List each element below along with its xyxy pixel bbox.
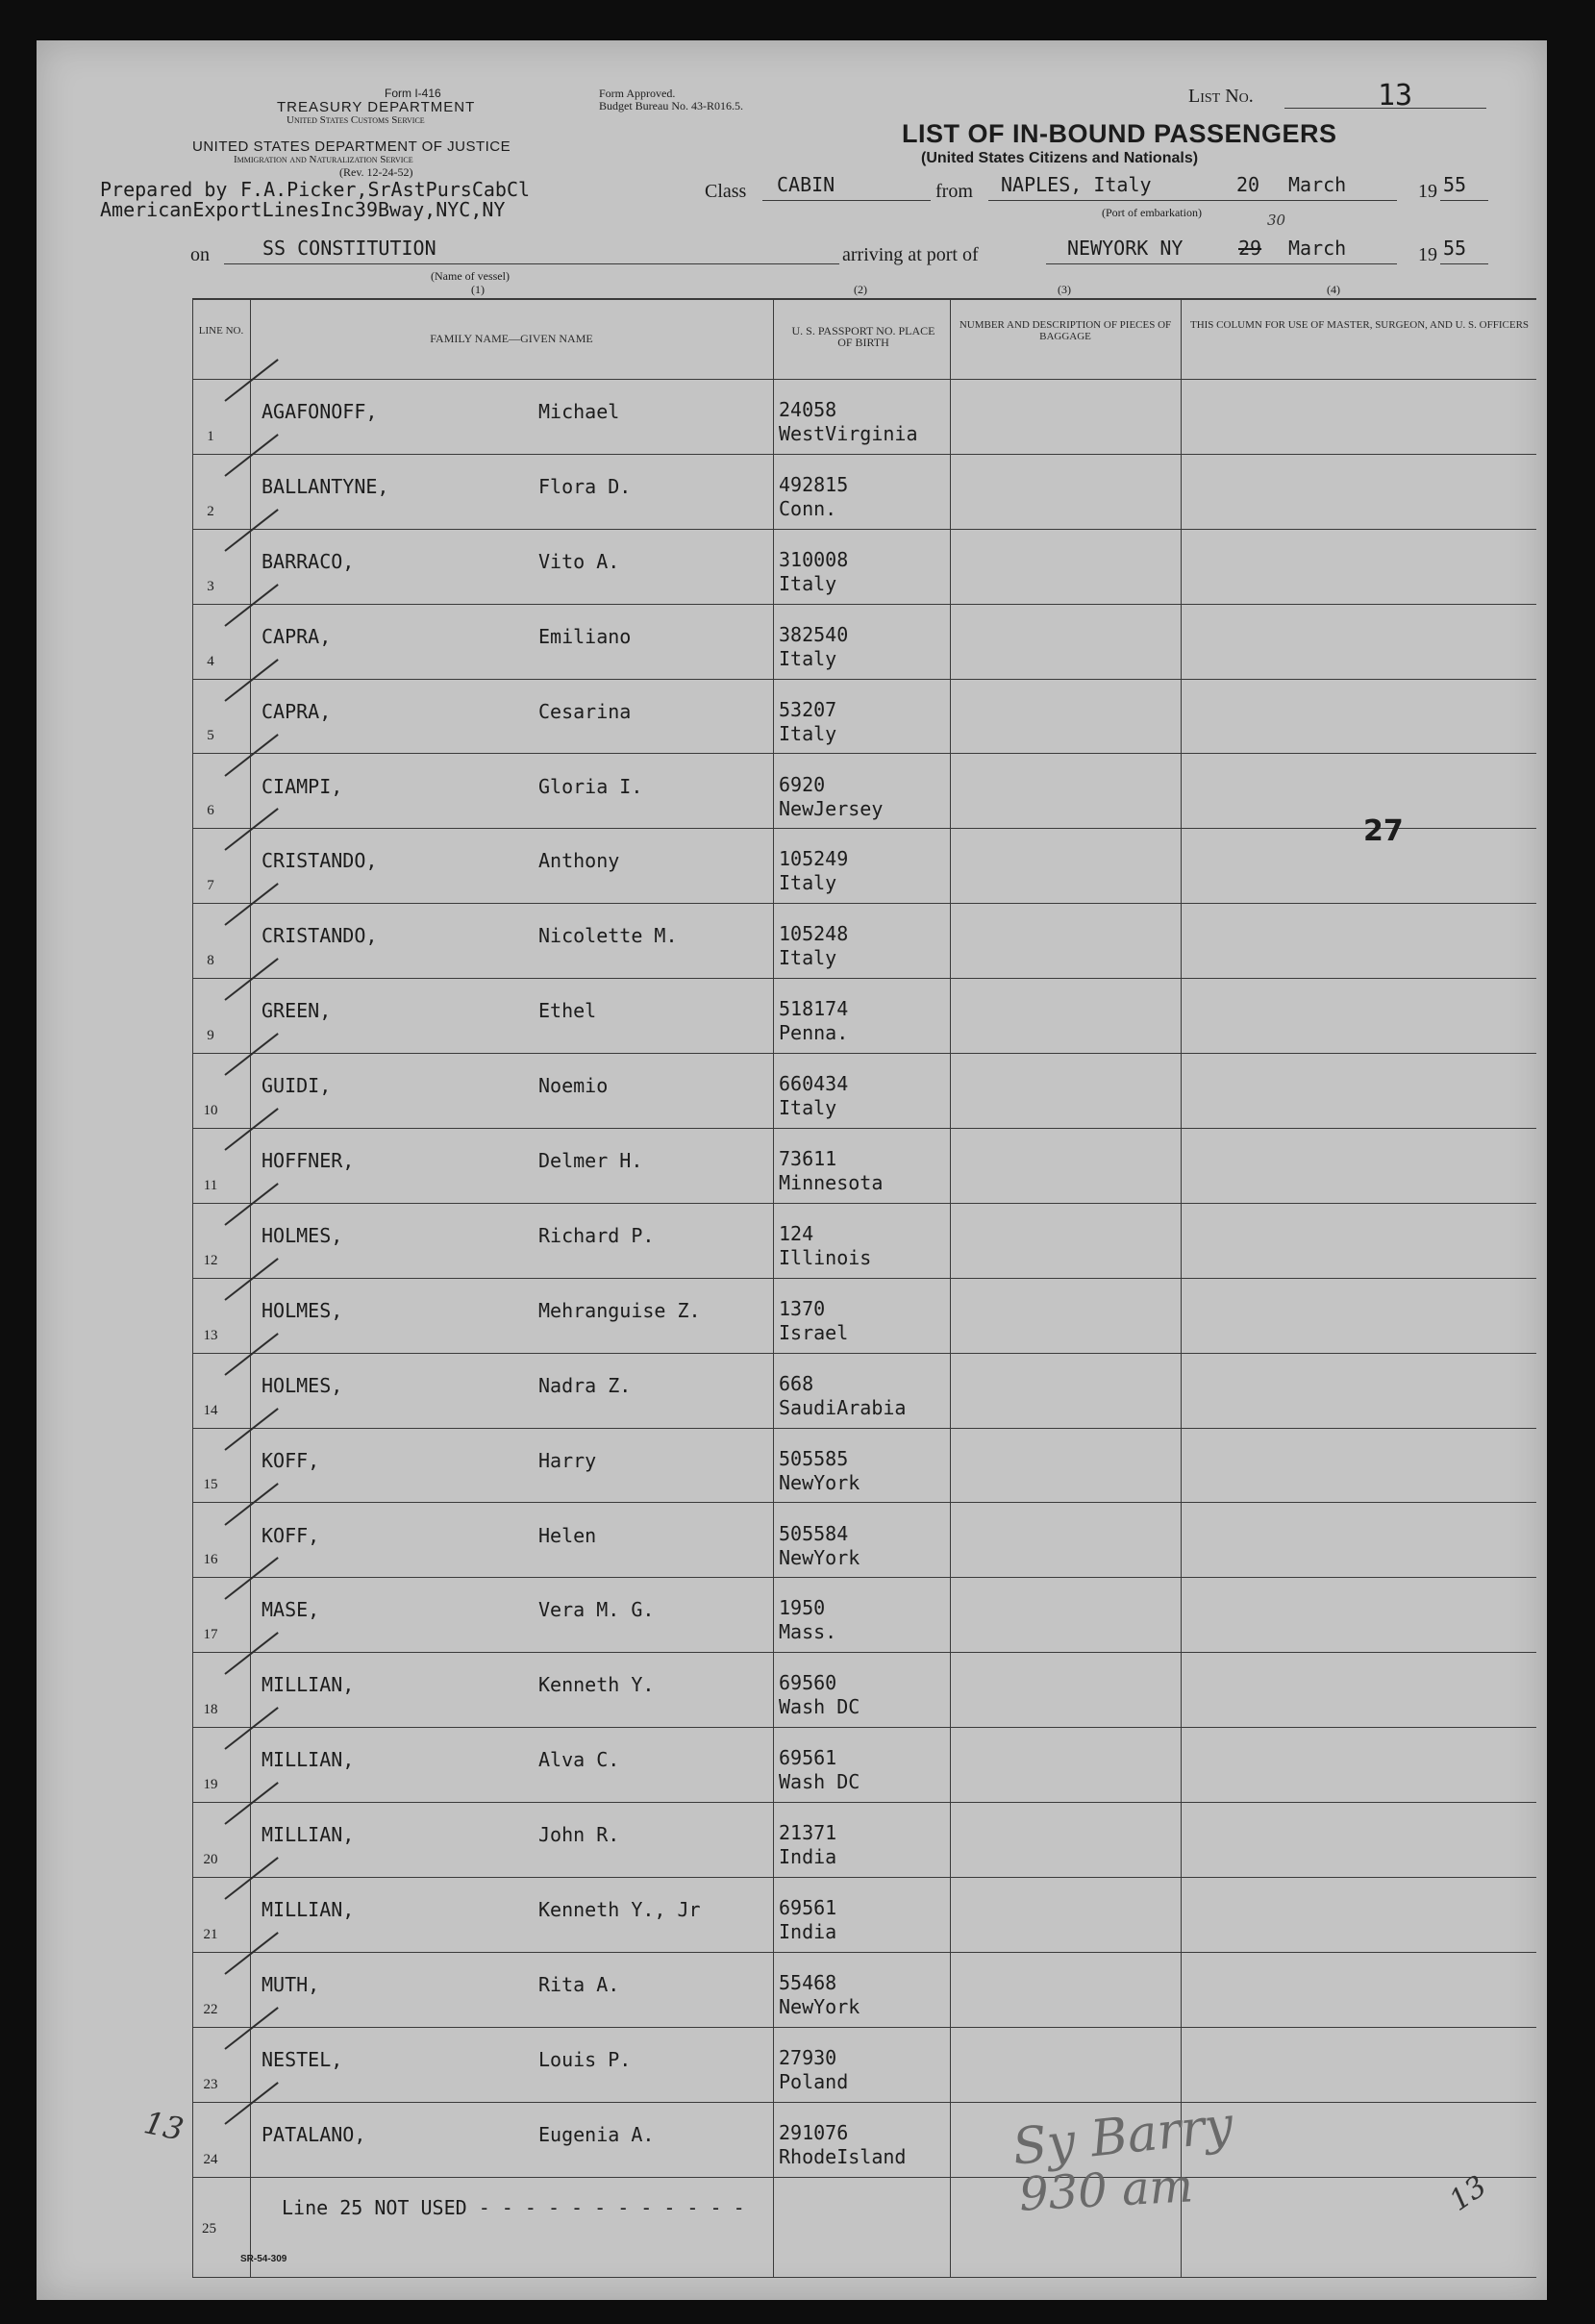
family-name: MUTH,: [262, 1972, 320, 1996]
line-number: 8: [207, 953, 214, 969]
family-name: CAPRA,: [262, 699, 332, 723]
place-of-birth: Italy: [779, 946, 837, 970]
customs-service: United States Customs Service: [287, 114, 425, 126]
line-number: 15: [203, 1477, 218, 1493]
place-of-birth: Mass.: [779, 1620, 837, 1644]
arrival-port: NEWYORK NY: [1067, 237, 1184, 260]
family-name: HOLMES,: [262, 1298, 343, 1322]
header-name: FAMILY NAME—GIVEN NAME: [430, 332, 593, 345]
family-name: AGAFONOFF,: [262, 400, 378, 423]
place-of-birth: Wash DC: [779, 1695, 860, 1719]
place-of-birth: NewYork: [779, 1470, 860, 1494]
passport-cell: [779, 922, 848, 970]
passport-number: 6920: [779, 772, 826, 796]
place-of-birth: Minnesota: [779, 1171, 884, 1194]
table-row: [192, 1353, 1536, 1429]
place-of-birth: NewYork: [779, 1994, 860, 2018]
passenger-list-page: [37, 40, 1547, 2300]
table-row: [192, 978, 1536, 1054]
header-baggage: NUMBER AND DESCRIPTION OF PIECES OF BAGGAGE: [959, 319, 1172, 342]
given-name: Nicolette M.: [538, 924, 678, 948]
family-name: MILLIAN,: [262, 1673, 355, 1697]
passport-cell: [779, 398, 918, 446]
family-name: GUIDI,: [262, 1074, 332, 1098]
table-row: [192, 1503, 1536, 1579]
place-of-birth: WestVirginia: [779, 422, 918, 445]
table-row: [192, 1652, 1536, 1728]
place-of-birth: Italy: [779, 646, 837, 670]
justice-department: UNITED STATES DEPARTMENT OF JUSTICE: [192, 138, 511, 155]
table-row: [192, 2102, 1536, 2178]
given-name: Michael: [538, 400, 620, 423]
place-of-birth: Italy: [779, 1096, 837, 1120]
form-code: SR-54-309: [240, 2254, 287, 2264]
passport-number: 21371: [779, 1821, 837, 1845]
line-number: 14: [203, 1402, 218, 1418]
passport-cell: [779, 1596, 836, 1644]
passport-cell: [779, 1896, 836, 1944]
given-name: Noemio: [538, 1074, 609, 1098]
header-officers: THIS COLUMN FOR USE OF MASTER, SURGEON, AND U. S. OFFICERS: [1189, 319, 1530, 331]
place-of-birth: Italy: [779, 871, 837, 895]
passport-number: 291076: [779, 2120, 849, 2144]
passport-number: 1950: [779, 1596, 826, 1620]
table-row: [192, 903, 1536, 979]
table-row: [192, 604, 1536, 680]
on-label: on: [190, 244, 210, 265]
vessel-name: SS CONSTITUTION: [262, 237, 436, 260]
passport-cell: [779, 997, 848, 1045]
given-name: Anthony: [538, 849, 620, 873]
passport-cell: [779, 2046, 848, 2094]
line-number: 9: [207, 1028, 214, 1044]
line-number: 13: [203, 1327, 218, 1343]
passport-cell: [779, 1147, 883, 1195]
family-name: KOFF,: [262, 1523, 320, 1547]
passport-cell: [779, 2121, 906, 2169]
family-name: HOFFNER,: [262, 1149, 355, 1172]
line-number: 17: [203, 1627, 218, 1643]
check-mark: [224, 359, 278, 402]
passport-number: 55468: [779, 1970, 837, 1994]
line-number: 7: [207, 878, 214, 894]
immigration-service: Immigration and Naturalization Service: [234, 154, 413, 165]
column-number-1: (1): [471, 283, 485, 296]
prepared-by: F.A.Picker,SrAstPursCabCl: [240, 178, 531, 201]
arrival-year: 55: [1443, 237, 1467, 260]
line-number: 3: [207, 578, 214, 594]
passport-number: 53207: [779, 697, 837, 721]
family-name: MILLIAN,: [262, 1898, 355, 1921]
list-number: 13: [1378, 79, 1413, 112]
family-name: CAPRA,: [262, 624, 332, 648]
place-of-birth: NewJersey: [779, 796, 884, 820]
officer-mark: 27: [1363, 814, 1404, 848]
from-underline: [988, 200, 1397, 201]
passport-number: 27930: [779, 2045, 837, 2069]
table-row: [192, 1877, 1536, 1953]
line-number: 12: [203, 1252, 218, 1268]
departure-month: March: [1288, 173, 1347, 196]
family-name: GREEN,: [262, 999, 332, 1023]
header-passport: U. S. PASSPORT NO. PLACE OF BIRTH: [791, 324, 935, 349]
passport-number: 105249: [779, 847, 849, 871]
line-number: 23: [203, 2076, 218, 2092]
document-subtitle: (United States Citizens and Nationals): [921, 150, 1199, 166]
arrival-time: 930 am: [1017, 2159, 1195, 2222]
passport-number: 24058: [779, 398, 837, 421]
table-row: [192, 454, 1536, 530]
arrival-year-underline: [1440, 263, 1488, 264]
departure-year-underline: [1440, 200, 1488, 201]
line-number: 18: [203, 1702, 218, 1718]
passport-number: 505585: [779, 1446, 849, 1470]
line-number: 6: [207, 803, 214, 819]
place-of-birth: Wash DC: [779, 1770, 860, 1794]
table-row: [192, 379, 1536, 455]
line-number: 16: [203, 1552, 218, 1568]
place-of-birth: Italy: [779, 571, 837, 595]
place-of-birth: Poland: [779, 2069, 849, 2093]
passport-cell: [779, 473, 848, 521]
arrival-month: March: [1288, 237, 1347, 260]
given-name: Vera M. G.: [538, 1598, 655, 1622]
form-number: Form I-416: [385, 87, 441, 100]
passport-number: 69561: [779, 1746, 837, 1770]
given-name: John R.: [538, 1823, 620, 1847]
passport-cell: [779, 847, 848, 895]
table-row: [192, 1577, 1536, 1653]
family-name: CIAMPI,: [262, 774, 343, 798]
line-number: 10: [203, 1102, 218, 1118]
document-title: LIST OF IN-BOUND PASSENGERS: [902, 119, 1337, 148]
passport-number: 660434: [779, 1072, 849, 1096]
family-name: CRISTANDO,: [262, 924, 378, 948]
table-row: [192, 1128, 1536, 1204]
line-number: 2: [207, 503, 214, 519]
prepared-by-label: Prepared by: [100, 178, 228, 201]
passport-number: 505584: [779, 1521, 849, 1545]
given-name: Gloria I.: [538, 774, 643, 798]
family-name: KOFF,: [262, 1448, 320, 1472]
place-of-birth: India: [779, 1845, 837, 1869]
given-name: Nadra Z.: [538, 1373, 632, 1397]
signature: Sy Barry: [1009, 2096, 1236, 2177]
given-name: Emiliano: [538, 624, 632, 648]
corrected-arrival-day: 30: [1267, 212, 1286, 229]
class-underline: [762, 200, 931, 201]
line-number: 1: [207, 428, 214, 444]
passport-number: 668: [779, 1371, 814, 1395]
passport-number: 69561: [779, 1896, 837, 1919]
table-row: [192, 1727, 1536, 1803]
place-of-birth: SaudiArabia: [779, 1395, 907, 1419]
table-row: [192, 1802, 1536, 1878]
table-row: [192, 828, 1536, 904]
budget-bureau: Budget Bureau No. 43-R016.5.: [599, 99, 743, 112]
place-of-birth: India: [779, 1920, 837, 1943]
given-name: Richard P.: [538, 1223, 655, 1247]
passport-number: 73611: [779, 1147, 837, 1170]
line-number: 5: [207, 728, 214, 744]
table-row: [192, 2027, 1536, 2103]
family-name: CRISTANDO,: [262, 849, 378, 873]
from-label: from: [935, 181, 973, 202]
column-number-3: (3): [1058, 283, 1071, 296]
given-name: Ethel: [538, 999, 597, 1023]
arrival-day: 29: [1238, 237, 1262, 260]
given-name: Flora D.: [538, 474, 632, 498]
table-row: [192, 754, 1536, 830]
passport-number: 124: [779, 1221, 814, 1245]
given-name: Vito A.: [538, 549, 620, 573]
class-label: Class: [705, 181, 747, 202]
passport-number: 105248: [779, 922, 849, 946]
family-name: MILLIAN,: [262, 1823, 355, 1847]
departure-day: 20: [1236, 173, 1260, 196]
given-name: Alva C.: [538, 1748, 620, 1772]
given-name: Rita A.: [538, 1972, 620, 1996]
line-number: 4: [207, 653, 214, 669]
list-no-underline: [1284, 108, 1486, 109]
table-row: [192, 1278, 1536, 1354]
departure-year: 55: [1443, 173, 1467, 196]
table-row: [192, 1428, 1536, 1504]
passport-cell: [779, 1072, 848, 1120]
family-name: MILLIAN,: [262, 1748, 355, 1772]
line-25-not-used: Line 25 NOT USED - - - - - - - - - - - -: [282, 2196, 745, 2219]
line-number: 25: [202, 2221, 216, 2237]
column-number-4: (4): [1327, 283, 1340, 296]
header-line-no: LINE NO.: [198, 325, 244, 337]
port-embarkation-note: (Port of embarkation): [1102, 206, 1202, 219]
line-number: 19: [203, 1777, 218, 1793]
arriving-label: arriving at port of: [842, 244, 979, 265]
line-number: 24: [203, 2151, 218, 2167]
passport-cell: [779, 773, 883, 821]
line-number: 11: [203, 1177, 218, 1193]
treasury-department: TREASURY DEPARTMENT: [277, 99, 476, 115]
given-name: Kenneth Y., Jr: [538, 1898, 701, 1921]
place-of-birth: Italy: [779, 721, 837, 745]
passport-number: 310008: [779, 547, 849, 571]
given-name: Cesarina: [538, 699, 632, 723]
departure-year-prefix: 19: [1418, 181, 1437, 202]
passport-number: 518174: [779, 997, 849, 1021]
passport-number: 69560: [779, 1671, 837, 1695]
place-of-birth: Conn.: [779, 496, 837, 520]
family-name: HOLMES,: [262, 1373, 343, 1397]
list-no-label: List No.: [1188, 86, 1254, 107]
family-name: MASE,: [262, 1598, 320, 1622]
table-row: [192, 1203, 1536, 1279]
form-revision: (Rev. 12-24-52): [339, 165, 413, 179]
vessel-underline: [224, 263, 839, 264]
line-number: 21: [203, 1926, 218, 1942]
table-row: [192, 1053, 1536, 1129]
passport-cell: [779, 1746, 860, 1794]
passport-cell: [779, 1522, 860, 1570]
passport-cell: [779, 1447, 860, 1495]
family-name: BARRACO,: [262, 549, 355, 573]
embarkation-port: NAPLES, Italy: [1001, 173, 1152, 196]
left-list-number: 13: [140, 2104, 187, 2148]
prepared-by-address: AmericanExportLinesInc39Bway,NYC,NY: [100, 198, 506, 221]
vessel-note: (Name of vessel): [431, 269, 510, 283]
class-value: CABIN: [777, 173, 835, 196]
line-number: 20: [203, 1851, 218, 1867]
line-number: 22: [203, 2001, 218, 2017]
family-name: NESTEL,: [262, 2047, 343, 2071]
given-name: Louis P.: [538, 2047, 632, 2071]
family-name: BALLANTYNE,: [262, 474, 389, 498]
given-name: Helen: [538, 1523, 597, 1547]
given-name: Kenneth Y.: [538, 1673, 655, 1697]
column-number-2: (2): [854, 283, 867, 296]
passport-number: 492815: [779, 472, 849, 496]
given-name: Harry: [538, 1448, 597, 1472]
passport-cell: [779, 1297, 848, 1345]
form-approved: Form Approved.: [599, 87, 676, 100]
place-of-birth: Penna.: [779, 1021, 849, 1045]
passport-cell: [779, 1971, 860, 2019]
right-list-number: 13: [1443, 2169, 1493, 2218]
place-of-birth: NewYork: [779, 1545, 860, 1569]
given-name: Delmer H.: [538, 1149, 643, 1172]
family-name: HOLMES,: [262, 1223, 343, 1247]
passport-number: 1370: [779, 1296, 826, 1320]
family-name: PATALANO,: [262, 2122, 366, 2146]
table-top-rule: [192, 298, 1536, 300]
table-row: [192, 529, 1536, 605]
table-bottom-rule: [192, 2277, 1536, 2278]
given-name: Eugenia A.: [538, 2122, 655, 2146]
passport-cell: [779, 1222, 871, 1270]
passport-cell: [779, 1372, 906, 1420]
passport-cell: [779, 1671, 860, 1719]
passport-cell: [779, 623, 848, 671]
arriving-underline: [1046, 263, 1397, 264]
table-row: [192, 1952, 1536, 2028]
table-row: [192, 679, 1536, 755]
passport-number: 382540: [779, 622, 849, 646]
passport-cell: [779, 1821, 836, 1869]
place-of-birth: Illinois: [779, 1245, 872, 1269]
place-of-birth: Israel: [779, 1320, 849, 1344]
arrival-year-prefix: 19: [1418, 244, 1437, 265]
place-of-birth: RhodeIsland: [779, 2144, 907, 2168]
passport-cell: [779, 548, 848, 596]
passport-cell: [779, 698, 836, 746]
given-name: Mehranguise Z.: [538, 1298, 701, 1322]
